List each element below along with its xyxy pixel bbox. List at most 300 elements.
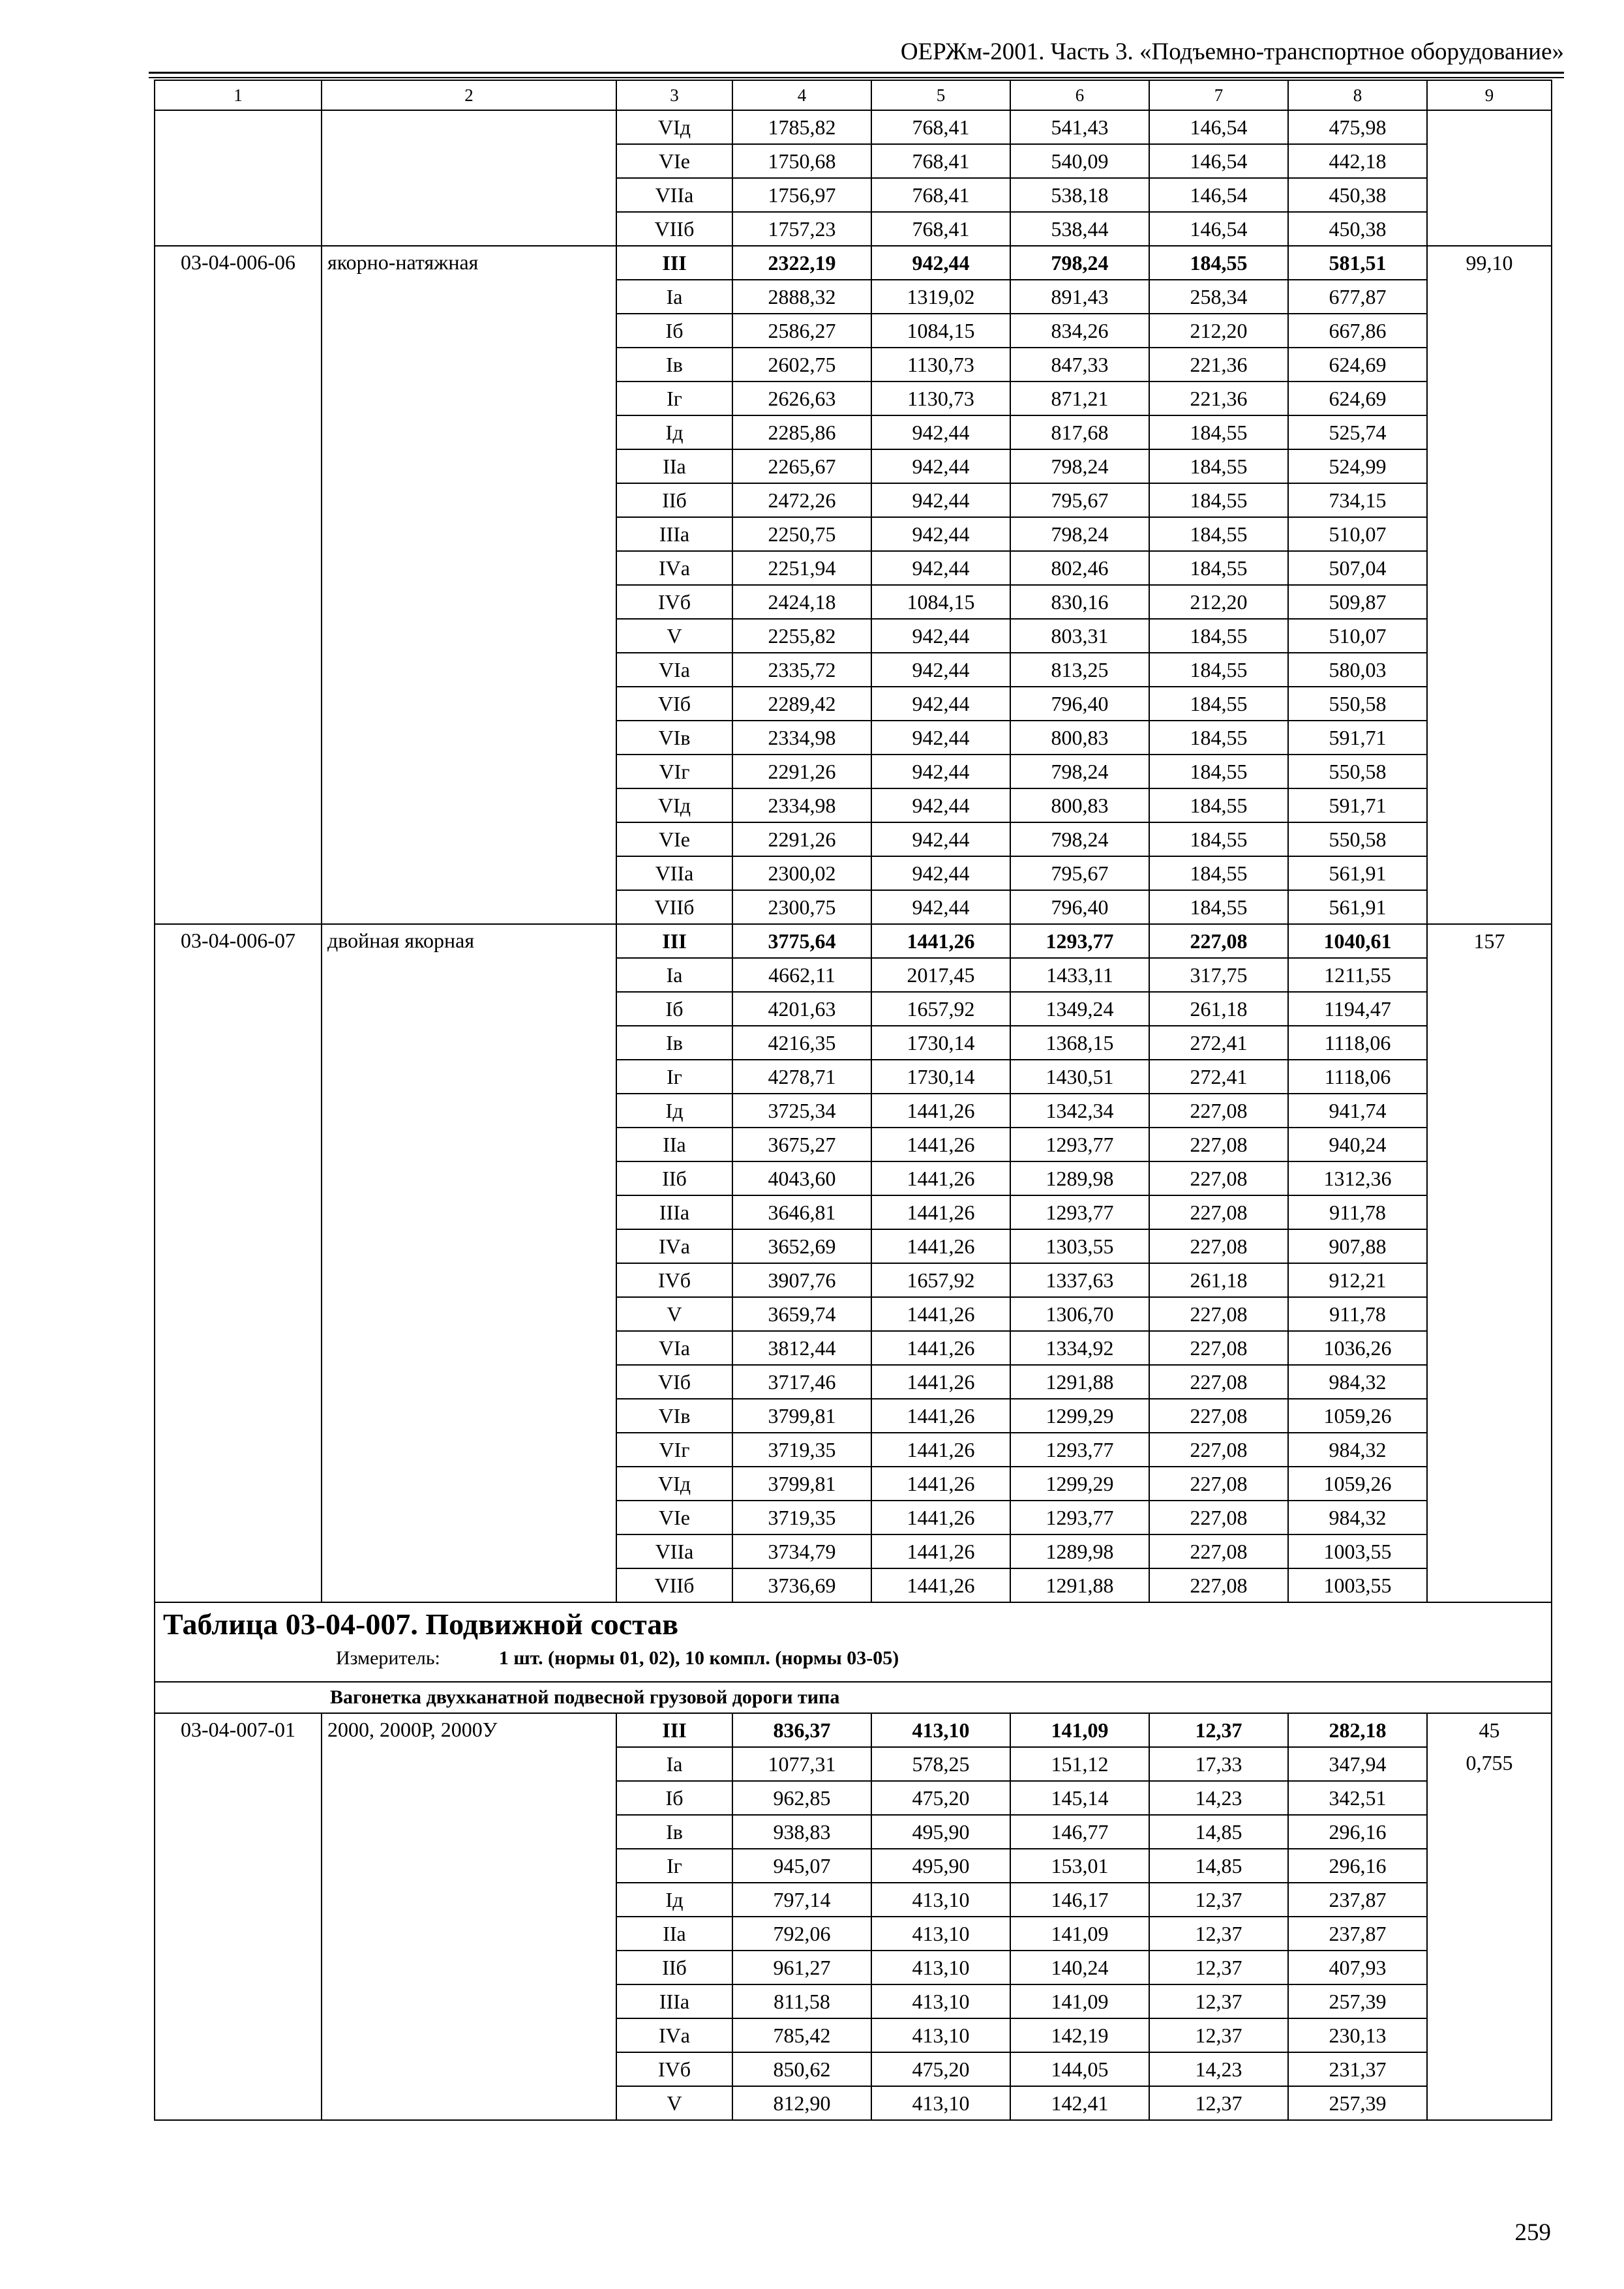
zone-cell: VIб bbox=[616, 687, 732, 721]
value-cell: 525,74 bbox=[1288, 415, 1427, 449]
value-cell: 146,54 bbox=[1149, 110, 1288, 144]
value-cell: 184,55 bbox=[1149, 551, 1288, 585]
value-cell: 796,40 bbox=[1010, 890, 1149, 924]
section-heading: Вагонетка двухканатной подвесной грузовой дороги типа bbox=[155, 1682, 1552, 1713]
value-cell: 624,69 bbox=[1288, 348, 1427, 382]
zone-cell: Iд bbox=[616, 415, 732, 449]
value-cell: 296,16 bbox=[1288, 1815, 1427, 1849]
value-cell: 785,42 bbox=[732, 2018, 871, 2052]
value-cell: 184,55 bbox=[1149, 890, 1288, 924]
value-cell: 1441,26 bbox=[871, 1161, 1010, 1195]
value-cell: 1441,26 bbox=[871, 1297, 1010, 1331]
table-row bbox=[155, 924, 1552, 958]
value-cell: 12,37 bbox=[1149, 1917, 1288, 1951]
value-cell: 1293,77 bbox=[1010, 1501, 1149, 1534]
value-cell: 184,55 bbox=[1149, 653, 1288, 687]
value-cell: 2322,19 bbox=[732, 246, 871, 280]
value-cell: 3799,81 bbox=[732, 1399, 871, 1433]
zone-cell: Iа bbox=[616, 280, 732, 314]
col9-value bbox=[1428, 279, 1551, 312]
value-cell: 942,44 bbox=[871, 822, 1010, 856]
value-cell: 227,08 bbox=[1149, 1433, 1288, 1467]
zone-cell: Iа bbox=[616, 958, 732, 992]
value-cell: 1077,31 bbox=[732, 1747, 871, 1781]
value-cell: 3736,69 bbox=[732, 1568, 871, 1602]
zone-cell: VIв bbox=[616, 1399, 732, 1433]
value-cell: 145,14 bbox=[1010, 1781, 1149, 1815]
value-cell: 1291,88 bbox=[1010, 1365, 1149, 1399]
value-cell: 1441,26 bbox=[871, 924, 1010, 958]
zone-cell: Iд bbox=[616, 1883, 732, 1917]
value-cell: 2289,42 bbox=[732, 687, 871, 721]
value-cell: 413,10 bbox=[871, 1984, 1010, 2018]
value-cell: 475,20 bbox=[871, 2052, 1010, 2086]
rate-name: двойная якорная bbox=[322, 924, 616, 1602]
zone-cell: V bbox=[616, 2086, 732, 2120]
zone-cell: Iг bbox=[616, 1060, 732, 1094]
value-cell: 184,55 bbox=[1149, 755, 1288, 788]
zone-cell: VIIа bbox=[616, 856, 732, 890]
value-cell: 184,55 bbox=[1149, 619, 1288, 653]
value-cell: 1312,36 bbox=[1288, 1161, 1427, 1195]
value-cell: 1657,92 bbox=[871, 992, 1010, 1026]
value-cell: 141,09 bbox=[1010, 1713, 1149, 1747]
value-cell: 227,08 bbox=[1149, 1467, 1288, 1501]
value-cell: 984,32 bbox=[1288, 1365, 1427, 1399]
value-cell: 3719,35 bbox=[732, 1501, 871, 1534]
value-cell: 1441,26 bbox=[871, 1331, 1010, 1365]
zone-cell: III bbox=[616, 1713, 732, 1747]
value-cell: 2335,72 bbox=[732, 653, 871, 687]
value-cell: 230,13 bbox=[1288, 2018, 1427, 2052]
value-cell: 1303,55 bbox=[1010, 1229, 1149, 1263]
value-cell: 261,18 bbox=[1149, 992, 1288, 1026]
value-cell: 942,44 bbox=[871, 517, 1010, 551]
value-cell: 227,08 bbox=[1149, 1128, 1288, 1161]
value-cell: 942,44 bbox=[871, 415, 1010, 449]
value-cell: 4201,63 bbox=[732, 992, 871, 1026]
value-cell: 941,74 bbox=[1288, 1094, 1427, 1128]
value-cell: 413,10 bbox=[871, 1713, 1010, 1747]
value-cell: 3659,74 bbox=[732, 1297, 871, 1331]
value-cell: 1084,15 bbox=[871, 585, 1010, 619]
value-cell: 1293,77 bbox=[1010, 1195, 1149, 1229]
col9-value bbox=[1428, 111, 1551, 143]
zone-cell: IIа bbox=[616, 1128, 732, 1161]
value-cell: 1441,26 bbox=[871, 1229, 1010, 1263]
value-cell: 802,46 bbox=[1010, 551, 1149, 585]
value-cell: 184,55 bbox=[1149, 856, 1288, 890]
col9-cell bbox=[1427, 246, 1552, 924]
value-cell: 450,38 bbox=[1288, 212, 1427, 246]
value-cell: 667,86 bbox=[1288, 314, 1427, 348]
value-cell: 1441,26 bbox=[871, 1094, 1010, 1128]
column-number: 1 bbox=[155, 80, 322, 110]
value-cell: 12,37 bbox=[1149, 1713, 1288, 1747]
value-cell: 550,58 bbox=[1288, 755, 1427, 788]
value-cell: 2300,02 bbox=[732, 856, 871, 890]
value-cell: 212,20 bbox=[1149, 314, 1288, 348]
col9-value: 157 bbox=[1473, 929, 1505, 953]
rate-code: 03-04-007-01 bbox=[155, 1713, 322, 2120]
value-cell: 141,09 bbox=[1010, 1984, 1149, 2018]
value-cell: 227,08 bbox=[1149, 1399, 1288, 1433]
zone-cell: VIе bbox=[616, 144, 732, 178]
value-cell: 962,85 bbox=[732, 1781, 871, 1815]
value-cell: 942,44 bbox=[871, 449, 1010, 483]
value-cell: 257,39 bbox=[1288, 1984, 1427, 2018]
value-cell: 221,36 bbox=[1149, 382, 1288, 415]
column-number: 9 bbox=[1427, 80, 1552, 110]
value-cell: 1293,77 bbox=[1010, 1433, 1149, 1467]
value-cell: 1084,15 bbox=[871, 314, 1010, 348]
value-cell: 510,07 bbox=[1288, 517, 1427, 551]
value-cell: 1289,98 bbox=[1010, 1161, 1149, 1195]
value-cell: 1349,24 bbox=[1010, 992, 1149, 1026]
zone-cell: IIб bbox=[616, 1951, 732, 1984]
column-number: 7 bbox=[1149, 80, 1288, 110]
page-number: 259 bbox=[1514, 2219, 1551, 2246]
value-cell: 142,19 bbox=[1010, 2018, 1149, 2052]
column-number: 6 bbox=[1010, 80, 1149, 110]
col9-value: 0,755 bbox=[1466, 1751, 1513, 1774]
value-cell: 407,93 bbox=[1288, 1951, 1427, 1984]
value-cell: 798,24 bbox=[1010, 449, 1149, 483]
value-cell: 1293,77 bbox=[1010, 1128, 1149, 1161]
value-cell: 413,10 bbox=[871, 1917, 1010, 1951]
value-cell: 12,37 bbox=[1149, 1984, 1288, 2018]
value-cell: 984,32 bbox=[1288, 1501, 1427, 1534]
zone-cell: VIIа bbox=[616, 1534, 732, 1568]
value-cell: 3812,44 bbox=[732, 1331, 871, 1365]
value-cell: 1441,26 bbox=[871, 1195, 1010, 1229]
value-cell: 798,24 bbox=[1010, 246, 1149, 280]
value-cell: 342,51 bbox=[1288, 1781, 1427, 1815]
value-cell: 1118,06 bbox=[1288, 1060, 1427, 1094]
col9-value: 45 bbox=[1479, 1718, 1500, 1742]
value-cell: 800,83 bbox=[1010, 721, 1149, 755]
rate-code: 03-04-006-07 bbox=[155, 924, 322, 1602]
rates-table bbox=[154, 80, 1552, 2121]
value-cell: 413,10 bbox=[871, 2086, 1010, 2120]
value-cell: 907,88 bbox=[1288, 1229, 1427, 1263]
column-number: 8 bbox=[1288, 80, 1427, 110]
value-cell: 3719,35 bbox=[732, 1433, 871, 1467]
value-cell: 912,21 bbox=[1288, 1263, 1427, 1297]
value-cell: 1441,26 bbox=[871, 1399, 1010, 1433]
value-cell: 797,14 bbox=[732, 1883, 871, 1917]
value-cell: 3775,64 bbox=[732, 924, 871, 958]
zone-cell: VIа bbox=[616, 653, 732, 687]
zone-cell: IVа bbox=[616, 2018, 732, 2052]
zone-cell: IIб bbox=[616, 1161, 732, 1195]
value-cell: 836,37 bbox=[732, 1713, 871, 1747]
value-cell: 942,44 bbox=[871, 653, 1010, 687]
value-cell: 798,24 bbox=[1010, 755, 1149, 788]
value-cell: 1757,23 bbox=[732, 212, 871, 246]
value-cell: 961,27 bbox=[732, 1951, 871, 1984]
value-cell: 796,40 bbox=[1010, 687, 1149, 721]
value-cell: 1289,98 bbox=[1010, 1534, 1149, 1568]
value-cell: 1003,55 bbox=[1288, 1534, 1427, 1568]
value-cell: 227,08 bbox=[1149, 1229, 1288, 1263]
value-cell: 413,10 bbox=[871, 1951, 1010, 1984]
value-cell: 509,87 bbox=[1288, 585, 1427, 619]
value-cell: 1441,26 bbox=[871, 1128, 1010, 1161]
zone-cell: VIб bbox=[616, 1365, 732, 1399]
value-cell: 227,08 bbox=[1149, 1568, 1288, 1602]
value-cell: 2285,86 bbox=[732, 415, 871, 449]
value-cell: 1293,77 bbox=[1010, 924, 1149, 958]
zone-cell: V bbox=[616, 1297, 732, 1331]
value-cell: 140,24 bbox=[1010, 1951, 1149, 1984]
value-cell: 4662,11 bbox=[732, 958, 871, 992]
value-cell: 2250,75 bbox=[732, 517, 871, 551]
zone-cell: IIIа bbox=[616, 1195, 732, 1229]
value-cell: 184,55 bbox=[1149, 483, 1288, 517]
value-cell: 2251,94 bbox=[732, 551, 871, 585]
value-cell: 14,23 bbox=[1149, 1781, 1288, 1815]
value-cell: 942,44 bbox=[871, 687, 1010, 721]
value-cell: 2472,26 bbox=[732, 483, 871, 517]
value-cell: 2300,75 bbox=[732, 890, 871, 924]
value-cell: 227,08 bbox=[1149, 1094, 1288, 1128]
zone-cell: IVа bbox=[616, 551, 732, 585]
value-cell: 817,68 bbox=[1010, 415, 1149, 449]
zone-cell: VIд bbox=[616, 788, 732, 822]
zone-cell: Iв bbox=[616, 1026, 732, 1060]
value-cell: 261,18 bbox=[1149, 1263, 1288, 1297]
value-cell: 146,54 bbox=[1149, 178, 1288, 212]
col9-value: 99,10 bbox=[1466, 251, 1513, 275]
value-cell: 1334,92 bbox=[1010, 1331, 1149, 1365]
value-cell: 221,36 bbox=[1149, 348, 1288, 382]
col9-cell bbox=[1427, 1713, 1552, 2120]
header-rule-thin bbox=[149, 77, 1564, 78]
header-rule bbox=[149, 72, 1564, 74]
column-number: 5 bbox=[871, 80, 1010, 110]
value-cell: 227,08 bbox=[1149, 1331, 1288, 1365]
value-cell: 184,55 bbox=[1149, 246, 1288, 280]
zone-cell: IVб bbox=[616, 585, 732, 619]
column-number: 4 bbox=[732, 80, 871, 110]
value-cell: 227,08 bbox=[1149, 1195, 1288, 1229]
zone-cell: VIIб bbox=[616, 890, 732, 924]
zone-cell: VIIб bbox=[616, 212, 732, 246]
value-cell: 834,26 bbox=[1010, 314, 1149, 348]
value-cell: 347,94 bbox=[1288, 1747, 1427, 1781]
value-cell: 2586,27 bbox=[732, 314, 871, 348]
value-cell: 231,37 bbox=[1288, 2052, 1427, 2086]
zone-cell: VIа bbox=[616, 1331, 732, 1365]
table-title-row bbox=[155, 1602, 1552, 1682]
table-row bbox=[155, 1713, 1552, 1747]
value-cell: 272,41 bbox=[1149, 1026, 1288, 1060]
col9-cell bbox=[1427, 110, 1552, 246]
zone-cell: Iг bbox=[616, 382, 732, 415]
value-cell: 2291,26 bbox=[732, 755, 871, 788]
value-cell: 184,55 bbox=[1149, 788, 1288, 822]
value-cell: 1730,14 bbox=[871, 1026, 1010, 1060]
value-cell: 3734,79 bbox=[732, 1534, 871, 1568]
zone-cell: IIIа bbox=[616, 1984, 732, 2018]
value-cell: 911,78 bbox=[1288, 1195, 1427, 1229]
zone-cell: VIIб bbox=[616, 1568, 732, 1602]
value-cell: 1433,11 bbox=[1010, 958, 1149, 992]
value-cell: 798,24 bbox=[1010, 822, 1149, 856]
value-cell: 734,15 bbox=[1288, 483, 1427, 517]
rate-name: якорно-натяжная bbox=[322, 246, 616, 924]
value-cell: 578,25 bbox=[871, 1747, 1010, 1781]
page-header: ОЕРЖм-2001. Часть 3. «Подъемно-транспортное оборудование» bbox=[900, 38, 1564, 65]
value-cell: 911,78 bbox=[1288, 1297, 1427, 1331]
value-cell: 3725,34 bbox=[732, 1094, 871, 1128]
value-cell: 442,18 bbox=[1288, 144, 1427, 178]
value-cell: 3799,81 bbox=[732, 1467, 871, 1501]
value-cell: 942,44 bbox=[871, 856, 1010, 890]
value-cell: 1730,14 bbox=[871, 1060, 1010, 1094]
value-cell: 12,37 bbox=[1149, 1951, 1288, 1984]
value-cell: 1291,88 bbox=[1010, 1568, 1149, 1602]
value-cell: 14,23 bbox=[1149, 2052, 1288, 2086]
rate-code bbox=[155, 110, 322, 246]
value-cell: 227,08 bbox=[1149, 1297, 1288, 1331]
value-cell: 1430,51 bbox=[1010, 1060, 1149, 1094]
value-cell: 798,24 bbox=[1010, 517, 1149, 551]
value-cell: 282,18 bbox=[1288, 1713, 1427, 1747]
table-title-cell bbox=[155, 1602, 1552, 1682]
zone-cell: Iб bbox=[616, 314, 732, 348]
zone-cell: Iв bbox=[616, 1815, 732, 1849]
value-cell: 1306,70 bbox=[1010, 1297, 1149, 1331]
value-cell: 677,87 bbox=[1288, 280, 1427, 314]
value-cell: 146,54 bbox=[1149, 144, 1288, 178]
zone-cell: VIе bbox=[616, 1501, 732, 1534]
zone-cell: V bbox=[616, 619, 732, 653]
value-cell: 813,25 bbox=[1010, 653, 1149, 687]
value-cell: 1441,26 bbox=[871, 1365, 1010, 1399]
value-cell: 1130,73 bbox=[871, 382, 1010, 415]
value-cell: 3907,76 bbox=[732, 1263, 871, 1297]
value-cell: 792,06 bbox=[732, 1917, 871, 1951]
value-cell: 14,85 bbox=[1149, 1849, 1288, 1883]
value-cell: 2265,67 bbox=[732, 449, 871, 483]
value-cell: 942,44 bbox=[871, 721, 1010, 755]
value-cell: 830,16 bbox=[1010, 585, 1149, 619]
value-cell: 1059,26 bbox=[1288, 1399, 1427, 1433]
value-cell: 942,44 bbox=[871, 483, 1010, 517]
value-cell: 184,55 bbox=[1149, 822, 1288, 856]
value-cell: 942,44 bbox=[871, 619, 1010, 653]
zone-cell: Iд bbox=[616, 1094, 732, 1128]
value-cell: 317,75 bbox=[1149, 958, 1288, 992]
column-number-row bbox=[155, 80, 1552, 110]
value-cell: 184,55 bbox=[1149, 721, 1288, 755]
value-cell: 510,07 bbox=[1288, 619, 1427, 653]
value-cell: 795,67 bbox=[1010, 483, 1149, 517]
value-cell: 945,07 bbox=[732, 1849, 871, 1883]
value-cell: 2626,63 bbox=[732, 382, 871, 415]
value-cell: 550,58 bbox=[1288, 687, 1427, 721]
measure-line bbox=[336, 1649, 1551, 1668]
measure-label: Измеритель: bbox=[336, 1647, 440, 1669]
value-cell: 1342,34 bbox=[1010, 1094, 1149, 1128]
value-cell: 153,01 bbox=[1010, 1849, 1149, 1883]
value-cell: 475,98 bbox=[1288, 110, 1427, 144]
col9-cell bbox=[1427, 924, 1552, 1602]
value-cell: 184,55 bbox=[1149, 687, 1288, 721]
value-cell: 803,31 bbox=[1010, 619, 1149, 653]
column-number: 2 bbox=[322, 80, 616, 110]
value-cell: 2334,98 bbox=[732, 788, 871, 822]
value-cell: 871,21 bbox=[1010, 382, 1149, 415]
zone-cell: III bbox=[616, 246, 732, 280]
value-cell: 1130,73 bbox=[871, 348, 1010, 382]
table-row bbox=[155, 110, 1552, 144]
value-cell: 1750,68 bbox=[732, 144, 871, 178]
value-cell: 12,37 bbox=[1149, 2086, 1288, 2120]
value-cell: 212,20 bbox=[1149, 585, 1288, 619]
value-cell: 624,69 bbox=[1288, 382, 1427, 415]
value-cell: 4043,60 bbox=[732, 1161, 871, 1195]
value-cell: 1441,26 bbox=[871, 1568, 1010, 1602]
value-cell: 891,43 bbox=[1010, 280, 1149, 314]
value-cell: 184,55 bbox=[1149, 449, 1288, 483]
value-cell: 942,44 bbox=[871, 788, 1010, 822]
table-title: Таблица 03-04-007. Подвижной состав bbox=[163, 1608, 679, 1641]
value-cell: 142,41 bbox=[1010, 2086, 1149, 2120]
value-cell: 258,34 bbox=[1149, 280, 1288, 314]
value-cell: 146,77 bbox=[1010, 1815, 1149, 1849]
value-cell: 795,67 bbox=[1010, 856, 1149, 890]
value-cell: 17,33 bbox=[1149, 1747, 1288, 1781]
zone-cell: Iв bbox=[616, 348, 732, 382]
zone-cell: Iб bbox=[616, 992, 732, 1026]
value-cell: 942,44 bbox=[871, 246, 1010, 280]
value-cell: 1337,63 bbox=[1010, 1263, 1149, 1297]
value-cell: 2424,18 bbox=[732, 585, 871, 619]
value-cell: 4278,71 bbox=[732, 1060, 871, 1094]
zone-cell: IVа bbox=[616, 1229, 732, 1263]
value-cell: 146,54 bbox=[1149, 212, 1288, 246]
value-cell: 237,87 bbox=[1288, 1917, 1427, 1951]
value-cell: 942,44 bbox=[871, 890, 1010, 924]
value-cell: 184,55 bbox=[1149, 517, 1288, 551]
value-cell: 12,37 bbox=[1149, 2018, 1288, 2052]
section-heading-row bbox=[155, 1682, 1552, 1713]
value-cell: 538,18 bbox=[1010, 178, 1149, 212]
value-cell: 272,41 bbox=[1149, 1060, 1288, 1094]
zone-cell: III bbox=[616, 924, 732, 958]
zone-cell: VIг bbox=[616, 1433, 732, 1467]
value-cell: 580,03 bbox=[1288, 653, 1427, 687]
value-cell: 938,83 bbox=[732, 1815, 871, 1849]
zone-cell: IIIа bbox=[616, 517, 732, 551]
value-cell: 257,39 bbox=[1288, 2086, 1427, 2120]
zone-cell: IVб bbox=[616, 1263, 732, 1297]
value-cell: 524,99 bbox=[1288, 449, 1427, 483]
value-cell: 227,08 bbox=[1149, 1534, 1288, 1568]
zone-cell: VIд bbox=[616, 1467, 732, 1501]
value-cell: 227,08 bbox=[1149, 1365, 1288, 1399]
value-cell: 14,85 bbox=[1149, 1815, 1288, 1849]
table-row bbox=[155, 246, 1552, 280]
zone-cell: Iа bbox=[616, 1747, 732, 1781]
value-cell: 942,44 bbox=[871, 551, 1010, 585]
value-cell: 1299,29 bbox=[1010, 1399, 1149, 1433]
value-cell: 812,90 bbox=[732, 2086, 871, 2120]
value-cell: 540,09 bbox=[1010, 144, 1149, 178]
